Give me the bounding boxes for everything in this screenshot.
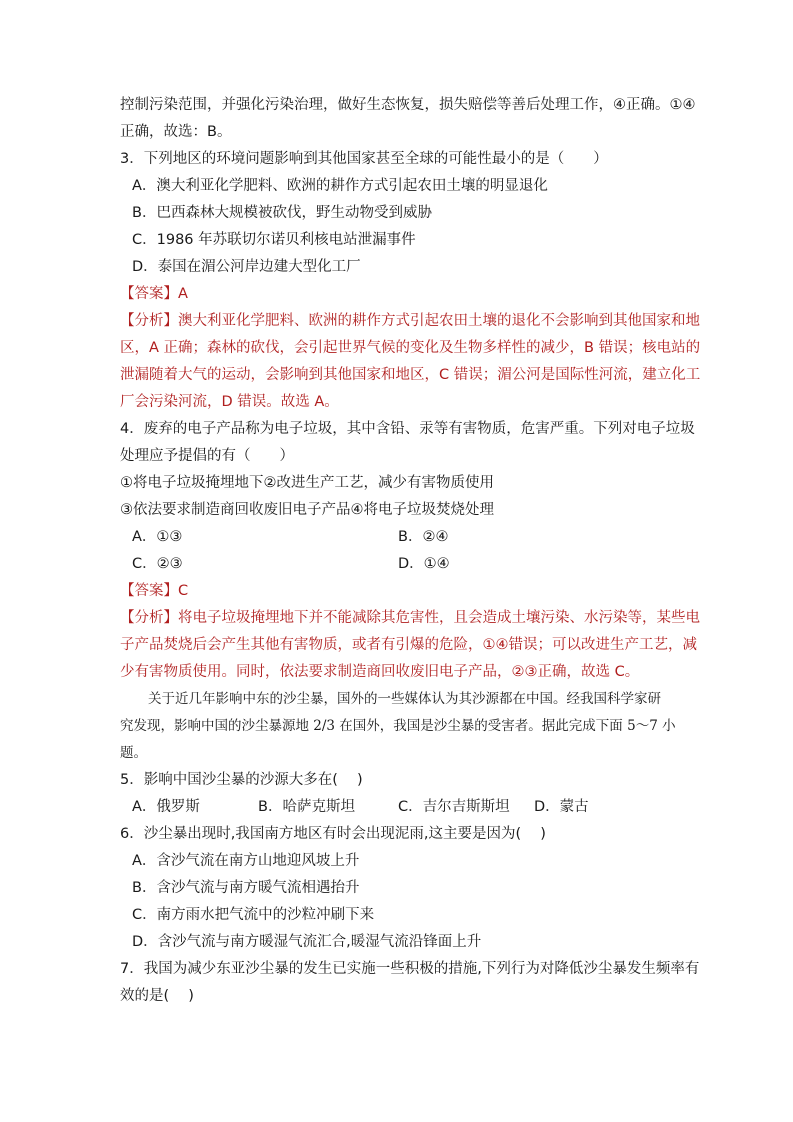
q4-stem: 4．废弃的电子产品称为电子垃圾，其中含铅、汞等有害物质，危害严重。下列对电子垃圾 [120,421,695,437]
q4-option-c: C．②③ [132,556,183,572]
q4-option-a: A．①③ [132,529,183,545]
q5-option-a: A．俄罗斯 [132,799,200,815]
q3-analysis-line: 泄漏随着大气的运动，会影响到其他国家和地区，C 错误；湄公河是国际性河流，建立化工 [120,367,701,383]
q4-analysis-line: 子产品焚烧后会产生其他有害物质，或者有引爆的危险，①④错误；可以改进生产工艺，减 [120,637,697,653]
q2-analysis-line: 控制污染范围，并强化污染治理，做好生态恢复，损失赔偿等善后处理工作，④正确。①④ [120,97,696,113]
q5-option-d: D．蒙古 [534,799,589,815]
q4-item: ①将电子垃圾掩埋地下②改进生产工艺，减少有害物质使用 [120,475,494,491]
passage-line: 究发现，影响中国的沙尘暴源地 2/3 在国外，我国是沙尘暴的受害者。据此完成下面 5～7 小 [120,718,676,734]
q4-item: ③依法要求制造商回收废旧电子产品④将电子垃圾焚烧处理 [120,502,494,518]
q3-analysis-line: 区，A 正确；森林的砍伐，会引起世界气候的变化及生物多样性的减少，B 错误；核电站的 [120,340,701,356]
q7-stem: 7．我国为减少东亚沙尘暴的发生已实施一些积极的措施,下列行为对降低沙尘暴发生频率有 [120,961,700,977]
q4-analysis-line: 【分析】将电子垃圾掩埋地下并不能减除其危害性，且会造成土壤污染、水污染等，某些电 [120,610,700,626]
q6-option-c: C．南方雨水把气流中的沙粒冲刷下来 [132,907,375,923]
q5-option-c: C．吉尔吉斯斯坦 [398,799,510,815]
q3-answer: 【答案】A [120,286,188,302]
q3-option-b: B．巴西森林大规模被砍伐，野生动物受到威胁 [132,205,432,221]
q5-option-b: B．哈萨克斯坦 [258,799,355,815]
q3-option-a: A．澳大利亚化学肥料、欧洲的耕作方式引起农田土壤的明显退化 [132,178,548,194]
q2-analysis-line: 正确，故选：B。 [120,124,232,140]
q6-stem: 6．沙尘暴出现时,我国南方地区有时会出现泥雨,这主要是因为( ) [120,826,546,842]
q4-option-d: D．①④ [398,556,450,572]
q3-option-d: D．泰国在湄公河岸边建大型化工厂 [132,259,361,275]
q3-stem: 3．下列地区的环境问题影响到其他国家甚至全球的可能性最小的是（ ） [120,151,608,167]
q6-option-d: D．含沙气流与南方暖湿气流汇合,暖湿气流沿锋面上升 [132,934,482,950]
q3-analysis-line: 【分析】澳大利亚化学肥料、欧洲的耕作方式引起农田土壤的退化不会影响到其他国家和地 [120,313,700,329]
q4-answer: 【答案】C [120,583,189,599]
q4-option-b: B．②④ [398,529,449,545]
q4-analysis-line: 少有害物质使用。同时，依法要求制造商回收废旧电子产品，②③正确，故选 C。 [120,664,640,680]
q5-stem: 5．影响中国沙尘暴的沙源大多在( ) [120,772,363,788]
passage-line: 题。 [120,745,147,761]
q7-stem: 效的是( ) [120,988,194,1004]
passage-line: 关于近几年影响中东的沙尘暴，国外的一些媒体认为其沙源都在中国。经我国科学家研 [148,691,661,707]
q3-option-c: C．1986 年苏联切尔诺贝利核电站泄漏事件 [132,232,416,248]
q6-option-b: B．含沙气流与南方暖气流相遇抬升 [132,880,360,896]
q3-analysis-line: 厂会污染河流，D 错误。故选 A。 [120,394,339,410]
q6-option-a: A．含沙气流在南方山地迎风坡上升 [132,853,360,869]
q4-stem: 处理应予提倡的有（ ） [120,448,294,464]
